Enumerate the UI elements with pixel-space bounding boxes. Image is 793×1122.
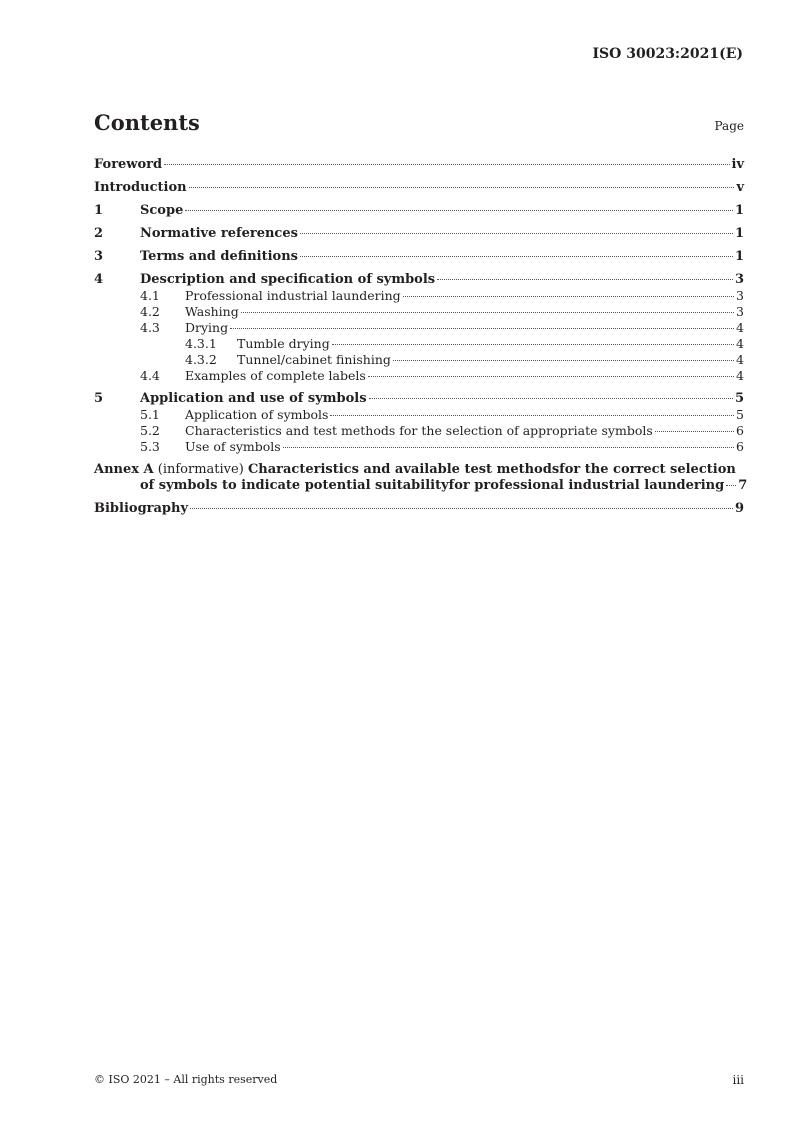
toc-entry[interactable] — [94, 203, 744, 219]
toc-entry[interactable] — [94, 157, 744, 173]
toc-entry-title: Application of symbols — [185, 407, 329, 422]
dot-leader — [393, 360, 734, 361]
toc-entry-page: 3 — [736, 304, 744, 319]
dot-leader — [190, 508, 733, 509]
toc-entry-number: 5.3 — [140, 439, 160, 454]
toc-entry-number: 4.4 — [140, 368, 160, 383]
toc-entry[interactable] — [94, 272, 744, 288]
toc-entry-page: 6 — [736, 423, 744, 438]
annex-label: Annex A — [94, 462, 154, 477]
toc-entry-page: 1 — [734, 249, 744, 264]
toc-entry-number: 4.2 — [140, 304, 160, 319]
toc-entry-page: 4 — [736, 352, 744, 367]
toc-entry-number: 1 — [94, 203, 104, 218]
toc-entry[interactable] — [94, 226, 744, 242]
dot-leader — [726, 485, 736, 486]
toc-entry[interactable] — [94, 352, 744, 368]
dot-leader — [283, 447, 734, 448]
dot-leader — [300, 233, 733, 234]
copyright-notice: © ISO 2021 – All rights reserved — [94, 1073, 278, 1086]
contents-title: Contents — [94, 110, 200, 135]
toc-entry[interactable] — [94, 368, 744, 384]
dot-leader — [332, 344, 734, 345]
toc-entry-number: 4.1 — [140, 288, 160, 303]
toc-entry-title: Foreword — [94, 157, 163, 172]
dot-leader — [369, 398, 733, 399]
toc-entry-page: 3 — [736, 288, 744, 303]
toc-entry[interactable] — [94, 336, 744, 352]
toc-entry-number: 3 — [94, 249, 104, 264]
dot-leader — [185, 210, 733, 211]
annex-title-part1: Characteristics and available test methodsfor the correct selection — [247, 462, 736, 477]
document-id: ISO 30023:2021(E) — [592, 46, 743, 62]
toc-entry-page: 4 — [736, 336, 744, 351]
toc-entry[interactable] — [94, 391, 744, 407]
toc-entry-number: 5.2 — [140, 423, 160, 438]
dot-leader — [655, 431, 734, 432]
annex-title-part2: of symbols to indicate potential suitabilityfor professional industrial laundering — [140, 478, 725, 493]
toc-entry-title: Drying — [185, 320, 229, 335]
toc-entry-title: Bibliography — [94, 501, 189, 516]
annex-title-line — [94, 478, 748, 494]
toc-entry-number: 4.3.2 — [185, 352, 217, 367]
annex-note: (informative) — [157, 462, 244, 477]
toc-entry-title: Characteristics and test methods for the selection of appropriate symbols — [185, 423, 653, 438]
toc-entry-title: Examples of complete labels — [185, 368, 366, 383]
dot-leader — [403, 296, 734, 297]
contents-header — [94, 110, 744, 140]
toc-entry-title: Normative references — [140, 226, 298, 241]
toc-entry-page: 7 — [738, 478, 748, 493]
table-of-contents — [94, 157, 748, 517]
toc-entry-title: Description and specification of symbols — [140, 272, 436, 287]
toc-entry-title: Scope — [140, 203, 184, 218]
toc-entry-page: 1 — [734, 203, 744, 218]
toc-entry-title: Terms and definitions — [140, 249, 298, 264]
dot-leader — [437, 279, 733, 280]
toc-entry[interactable] — [94, 249, 744, 265]
toc-entry-page: 1 — [734, 226, 744, 241]
toc-entry-title: Use of symbols — [185, 439, 281, 454]
toc-entry-page: 6 — [736, 439, 744, 454]
dot-leader — [189, 187, 735, 188]
toc-entry[interactable] — [94, 180, 744, 196]
toc-entry-title: Tumble drying — [237, 336, 330, 351]
page-number: iii — [732, 1073, 744, 1087]
toc-entry-title: Application and use of symbols — [140, 391, 367, 406]
toc-entry-number: 4.3.1 — [185, 336, 217, 351]
toc-entry[interactable] — [94, 407, 744, 423]
dot-leader — [330, 415, 734, 416]
dot-leader — [241, 312, 734, 313]
toc-entry[interactable] — [94, 320, 744, 336]
toc-entry-title: Introduction — [94, 180, 187, 195]
toc-entry[interactable] — [94, 439, 744, 455]
toc-entry-title: Professional industrial laundering — [185, 288, 401, 303]
toc-entry-number: 4.3 — [140, 320, 160, 335]
dot-leader — [368, 376, 734, 377]
toc-entry-page: iv — [731, 157, 744, 172]
toc-entry-page: 3 — [734, 272, 744, 287]
toc-entry-number: 4 — [94, 272, 104, 287]
dot-leader — [230, 328, 734, 329]
annex-title-line — [94, 462, 744, 478]
toc-annex-entry[interactable] — [94, 462, 748, 494]
toc-entry[interactable] — [94, 304, 744, 320]
toc-entry[interactable] — [94, 423, 744, 439]
toc-entry[interactable] — [94, 288, 744, 304]
dot-leader — [164, 164, 729, 165]
dot-leader — [300, 256, 733, 257]
toc-entry-page: 4 — [736, 320, 744, 335]
toc-entry-page: v — [736, 180, 744, 195]
toc-entry-number: 5 — [94, 391, 104, 406]
toc-entry-page: 5 — [736, 407, 744, 422]
page-column-label: Page — [714, 119, 744, 133]
toc-entry-title: Washing — [185, 304, 239, 319]
toc-entry-page: 4 — [736, 368, 744, 383]
toc-entry-title: Tunnel/cabinet finishing — [237, 352, 391, 367]
toc-entry-number: 5.1 — [140, 407, 160, 422]
toc-entry-page: 9 — [734, 501, 744, 516]
toc-entry-number: 2 — [94, 226, 104, 241]
toc-entry-bibliography[interactable] — [94, 501, 744, 517]
toc-entry-page: 5 — [734, 391, 744, 406]
